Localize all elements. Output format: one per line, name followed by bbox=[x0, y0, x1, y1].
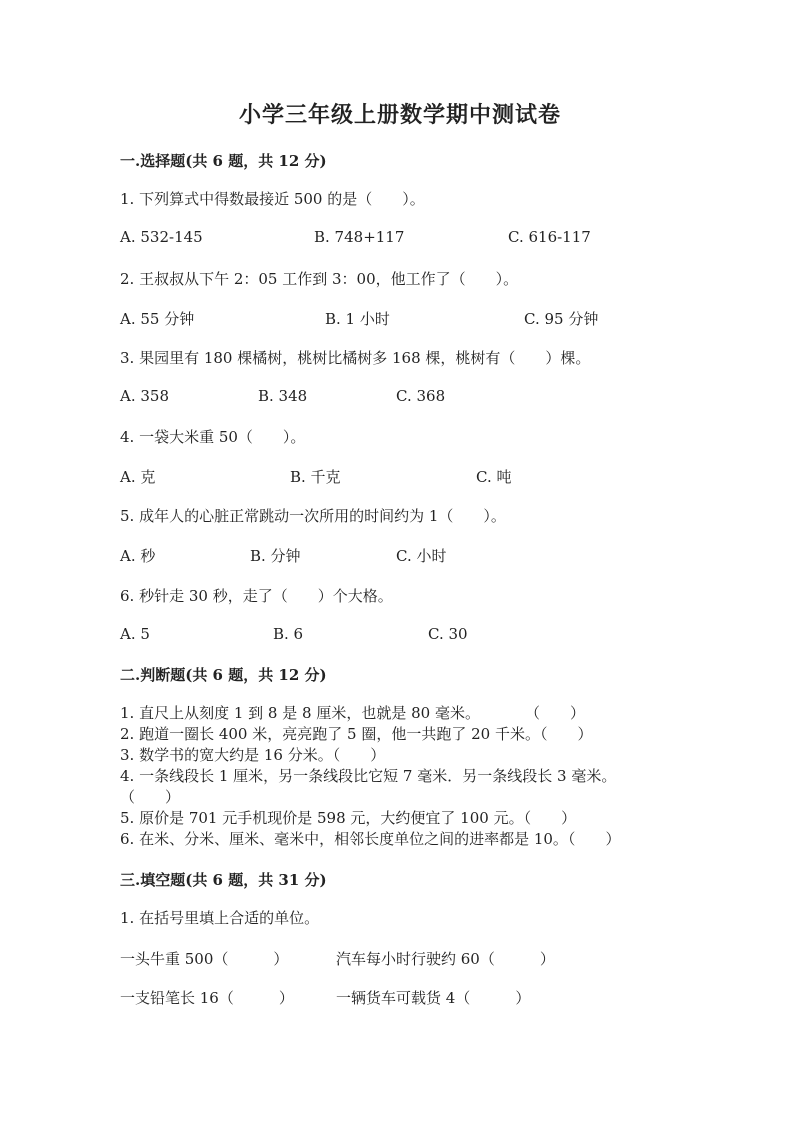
fill-item: 一支铅笔长 16（ ） bbox=[120, 989, 294, 1007]
option-b: B. 348 bbox=[258, 387, 308, 405]
option-a: A. 秒 bbox=[120, 547, 156, 565]
question-text: 5. 成年人的心脏正常跳动一次所用的时间约为 1（ ）。 bbox=[120, 507, 506, 525]
fill-item: 一辆货车可载货 4（ ） bbox=[336, 989, 531, 1007]
judgement-item: 4. 一条线段长 1 厘米，另一条线段比它短 7 毫米．另一条线段长 3 毫米。 bbox=[120, 767, 617, 785]
judgement-item: 5. 原价是 701 元手机现价是 598 元，大约便宜了 100 元。（ ） bbox=[120, 809, 577, 827]
option-b: B. 6 bbox=[273, 625, 304, 643]
option-b: B. 千克 bbox=[290, 468, 341, 486]
fill-item: 一头牛重 500（ ） bbox=[120, 950, 289, 968]
fill-item: 汽车每小时行驶约 60（ ） bbox=[336, 950, 555, 968]
question-text: 2. 王叔叔从下午 2：05 工作到 3：00，他工作了（ ）。 bbox=[120, 270, 519, 288]
question-text: 4. 一袋大米重 50（ ）。 bbox=[120, 428, 306, 446]
page-title: 小学三年级上册数学期中测试卷 bbox=[238, 102, 561, 128]
option-a: A. 55 分钟 bbox=[120, 310, 195, 328]
section-heading-fill: 三.填空题(共 6 题，共 31 分) bbox=[120, 871, 327, 889]
option-b: B. 1 小时 bbox=[325, 310, 390, 328]
question-text: 6. 秒针走 30 秒，走了（ ）个大格。 bbox=[120, 587, 393, 605]
option-b: B. 748+117 bbox=[314, 228, 405, 246]
judgement-item: 1. 直尺上从刻度 1 到 8 是 8 厘米，也就是 80 毫米。 （ ） bbox=[120, 704, 585, 722]
question-text: 1. 下列算式中得数最接近 500 的是（ ）。 bbox=[120, 190, 425, 208]
option-c: C. 小时 bbox=[396, 547, 447, 565]
option-a: A. 5 bbox=[120, 625, 150, 643]
option-c: C. 吨 bbox=[476, 468, 512, 486]
section-heading-judgement: 二.判断题(共 6 题，共 12 分) bbox=[120, 666, 327, 684]
section-heading-choice: 一.选择题(共 6 题，共 12 分) bbox=[120, 152, 327, 170]
question-text: 3. 果园里有 180 棵橘树，桃树比橘树多 168 棵，桃树有（ ）棵。 bbox=[120, 349, 591, 367]
judgement-item: 3. 数学书的宽大约是 16 分米。（ ） bbox=[120, 746, 386, 764]
option-c: C. 616-117 bbox=[508, 228, 591, 246]
judgement-item: 2. 跑道一圈长 400 米，亮亮跑了 5 圈，他一共跑了 20 千米。（ ） bbox=[120, 725, 593, 743]
option-a: A. 358 bbox=[120, 387, 169, 405]
question-text: 1. 在括号里填上合适的单位。 bbox=[120, 909, 320, 927]
option-c: C. 95 分钟 bbox=[524, 310, 599, 328]
option-b: B. 分钟 bbox=[250, 547, 301, 565]
option-c: C. 368 bbox=[396, 387, 446, 405]
judgement-item: 6. 在米、分米、厘米、毫米中，相邻长度单位之间的进率都是 10。（ ） bbox=[120, 830, 621, 848]
judgement-item-continuation: （ ） bbox=[120, 788, 181, 806]
option-a: A. 克 bbox=[120, 468, 156, 486]
option-a: A. 532-145 bbox=[120, 228, 203, 246]
option-c: C. 30 bbox=[428, 625, 468, 643]
